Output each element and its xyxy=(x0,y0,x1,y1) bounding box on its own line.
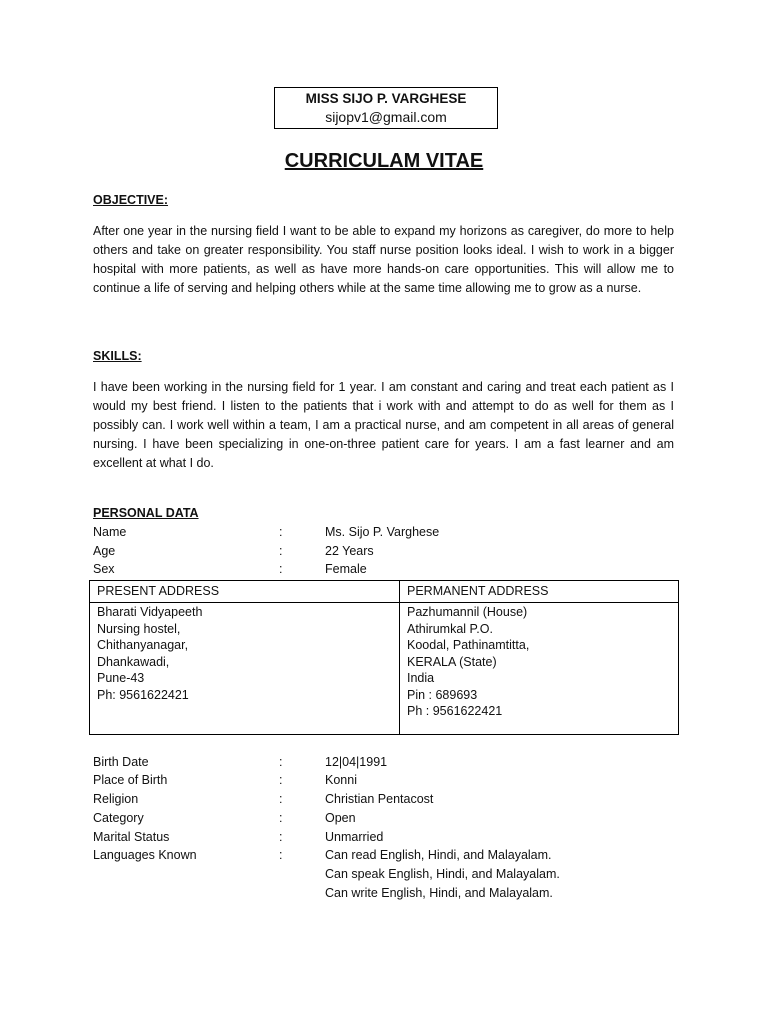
row-label: Name xyxy=(93,525,127,539)
address-line: Dhankawadi, xyxy=(97,654,170,669)
address-line: Athirumkal P.O. xyxy=(407,621,493,636)
address-line: Koodal, Pathinamtitta, xyxy=(407,638,530,652)
address-line: India xyxy=(407,671,435,685)
name-box xyxy=(274,87,498,129)
objective-text: After one year in the nursing field I want to be able to expand my horizons as caregiver, do more to help others and take on greater responsibility. You staff nurse position looks ideal. I wish to work in a bigger hospital with more patients, as well as have more hands-on care opportunities. This will allow me to continue a life of serving and helping others while at the same time allowing me to grow as a nurse. xyxy=(93,224,674,295)
personal-data-heading: PERSONAL DATA xyxy=(93,506,199,520)
row-value: Can read English, Hindi, and Malayalam. xyxy=(325,848,552,862)
address-line: Chithanyanagar, xyxy=(97,638,189,652)
row-separator: : xyxy=(279,525,283,539)
row-label: Age xyxy=(93,544,116,558)
row-label: Languages Known xyxy=(93,848,197,862)
address-line: Bharati Vidyapeeth xyxy=(97,605,203,619)
skills-heading: SKILLS: xyxy=(93,349,142,363)
objective-heading: OBJECTIVE: xyxy=(93,193,169,207)
address-line: Pin : 689693 xyxy=(407,687,478,702)
permanent-address-header: PERMANENT ADDRESS xyxy=(407,584,549,598)
permanent-address-lines xyxy=(407,604,529,720)
row-separator: : xyxy=(279,773,283,787)
address-line: Pune-43 xyxy=(97,671,145,685)
row-value: 12|04|1991 xyxy=(325,755,388,769)
row-separator: : xyxy=(279,811,283,825)
address-table xyxy=(89,580,679,735)
languages-speak: Can speak English, Hindi, and Malayalam. xyxy=(325,867,560,881)
row-label: Birth Date xyxy=(93,755,149,769)
row-label: Sex xyxy=(93,562,115,576)
row-value: Ms. Sijo P. Varghese xyxy=(325,525,440,539)
row-value: Female xyxy=(325,562,367,576)
row-value: 22 Years xyxy=(325,544,374,558)
row-value: Unmarried xyxy=(325,830,384,844)
row-value: Open xyxy=(325,811,356,825)
address-line: Nursing hostel, xyxy=(97,621,181,636)
row-separator: : xyxy=(279,755,283,769)
row-label: Category xyxy=(93,811,144,825)
row-separator: : xyxy=(279,830,283,844)
row-label: Place of Birth xyxy=(93,773,168,787)
row-separator: : xyxy=(279,562,283,576)
languages-write: Can write English, Hindi, and Malayalam. xyxy=(325,886,553,900)
candidate-name: MISS SIJO P. VARGHESE xyxy=(305,91,467,106)
row-separator: : xyxy=(279,792,283,806)
row-separator: : xyxy=(279,848,283,862)
address-line: Pazhumannil (House) xyxy=(407,605,528,619)
candidate-email: sijopv1@gmail.com xyxy=(325,109,447,125)
address-line: Ph: 9561622421 xyxy=(97,687,189,702)
row-label: Religion xyxy=(93,792,139,806)
document-title: CURRICULAM VITAE xyxy=(284,150,484,172)
table-divider xyxy=(399,581,400,734)
skills-text: I have been working in the nursing field for 1 year. I am constant and caring and treat each patient as I would my best friend. I listen to the patients that i work with and attempt to do as well for them as I possibly can. I work well within a team, I am a practical nurse, and am competent in all areas of general nursing. I have been specializing in one-on-three patient care for years. I am a fast learner and am excellent at what I do. xyxy=(93,380,674,470)
row-value: Christian Pentacost xyxy=(325,792,434,806)
row-separator: : xyxy=(279,544,283,558)
present-address-header: PRESENT ADDRESS xyxy=(97,584,220,598)
address-line: KERALA (State) xyxy=(407,654,497,669)
present-address-lines xyxy=(97,604,202,703)
row-value: Konni xyxy=(325,773,357,787)
row-label: Marital Status xyxy=(93,830,170,844)
table-divider xyxy=(90,602,678,603)
address-line: Ph : 9561622421 xyxy=(407,704,503,718)
